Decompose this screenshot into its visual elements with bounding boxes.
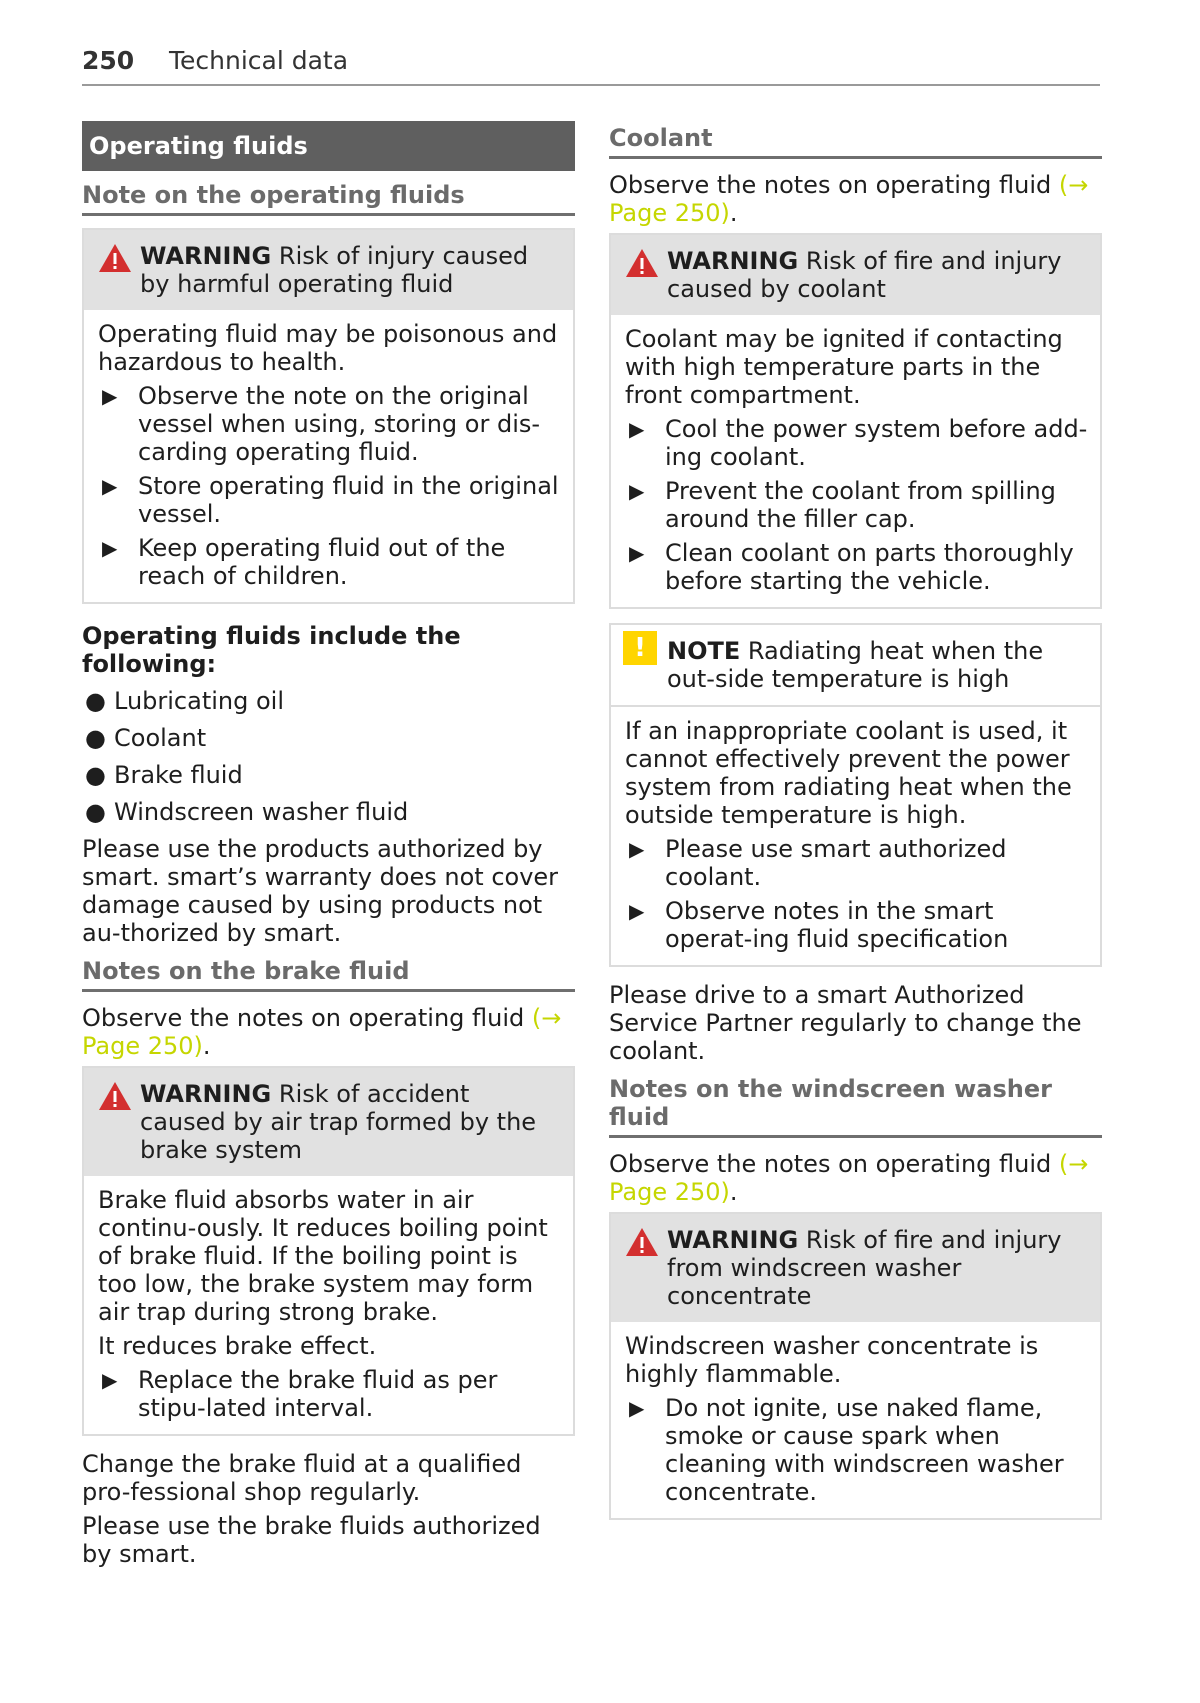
warning-intro: Coolant may be ignited if contacting with high temperature parts in the front compartment.: [625, 325, 1063, 409]
warning-header: [611, 1214, 1100, 1322]
warning-steps: [98, 382, 561, 590]
warning-keyword: WARNING: [667, 247, 799, 275]
step-arrow-icon: ▶: [102, 536, 118, 560]
page-cross-reference[interactable]: (→ Page 250): [82, 1004, 562, 1060]
note-operating-fluids-heading: Note on the operating fluids: [82, 181, 575, 216]
brake-authorized-paragraph: Please use the brake fluids authorized by smart.: [82, 1512, 541, 1568]
note-box-radiating-heat: [609, 623, 1102, 967]
section-title: Operating fluids: [82, 121, 575, 171]
list-item: ● Windscreen washer fluid: [85, 798, 409, 826]
page-cross-reference[interactable]: (→ Page 250): [609, 1150, 1089, 1206]
warning-box-washer: [609, 1212, 1102, 1520]
warning-title: Risk of fire and injury caused by coolant: [667, 247, 1062, 303]
step-arrow-icon: ▶: [629, 899, 645, 923]
list-item: ▶ Replace the brake fluid as per stipu-lated interval.: [102, 1366, 498, 1422]
warning-intro: Brake fluid absorbs water in air continu-ously. It reduces boiling point of brake fluid. If the boiling point is too low, the brake system may form air trap during strong brake.: [98, 1186, 548, 1326]
warning-header: [611, 235, 1100, 315]
list-item: ▶ Clean coolant on parts thoroughly before starting the vehicle.: [629, 539, 1074, 595]
warning-steps: [98, 1366, 561, 1422]
washer-fluid-heading: Notes on the windscreen washer fluid: [609, 1075, 1102, 1138]
washer-observe-paragraph: Observe the notes on operating fluid (→ Page 250).: [609, 1150, 1089, 1206]
page-cross-reference[interactable]: (→ Page 250): [609, 171, 1089, 227]
products-paragraph: Please use the products authorized by smart. smart’s warranty does not cover damage caused by using products not au-thorized by smart.: [82, 835, 559, 947]
note-exclamation-icon: !: [623, 631, 657, 665]
bullet-icon: ●: [85, 761, 106, 789]
coolant-heading: Coolant: [609, 124, 1102, 159]
warning-keyword: WARNING: [140, 1080, 272, 1108]
list-item: ▶ Observe the note on the original vessel when using, storing or dis-carding operating fluid.: [102, 382, 541, 466]
note-body: [611, 707, 1100, 965]
warning-header: [84, 1068, 573, 1176]
warning-triangle-icon: [625, 248, 659, 278]
warning-header: [84, 230, 573, 310]
warning-steps: [625, 415, 1088, 595]
note-keyword: NOTE: [667, 637, 741, 665]
list-item: ▶ Observe notes in the smart operat-ing fluid specification: [629, 897, 1009, 953]
fluids-include-lead: Operating fluids include the following:: [82, 622, 461, 678]
note-intro: If an inappropriate coolant is used, it cannot effectively prevent the power system from radiating heat when the outside temperature is high.: [625, 717, 1072, 829]
list-item: ▶ Cool the power system before add-ing coolant.: [629, 415, 1088, 471]
step-arrow-icon: ▶: [102, 474, 118, 498]
coolant-service-paragraph: Please drive to a smart Authorized Service Partner regularly to change the coolant.: [609, 981, 1082, 1065]
note-steps: [625, 835, 1088, 953]
warning-body: [611, 315, 1100, 607]
warning-triangle-icon: [98, 1081, 132, 1111]
warning-keyword: WARNING: [140, 242, 272, 270]
list-item: ● Lubricating oil: [85, 687, 285, 715]
warning-box-harmful-fluid: [82, 228, 575, 604]
warning-title: Risk of accident caused by air trap formed by the brake system: [140, 1080, 537, 1164]
warning-title: Risk of fire and injury from windscreen washer concentrate: [667, 1226, 1062, 1310]
warning-triangle-icon: [98, 243, 132, 273]
warning-steps: [625, 1394, 1088, 1506]
note-title: Radiating heat when the out-side temperature is high: [667, 637, 1044, 693]
warning-intro: Operating fluid may be poisonous and hazardous to health.: [98, 320, 558, 376]
list-item: ▶ Please use smart authorized coolant.: [629, 835, 1007, 891]
brake-observe-paragraph: Observe the notes on operating fluid (→ Page 250).: [82, 1004, 562, 1060]
right-column: [609, 124, 1102, 1534]
list-item: ▶ Do not ignite, use naked flame, smoke or cause spark when cleaning with windscreen washer concentrate.: [629, 1394, 1064, 1506]
step-arrow-icon: ▶: [629, 837, 645, 861]
warning-intro-2: It reduces brake effect.: [98, 1332, 377, 1360]
fluids-list: [82, 687, 575, 826]
page-number: 250: [82, 46, 135, 75]
bullet-icon: ●: [85, 798, 106, 826]
warning-body: [84, 310, 573, 602]
list-item: ● Brake fluid: [85, 761, 243, 789]
warning-intro: Windscreen washer concentrate is highly flammable.: [625, 1332, 1039, 1388]
coolant-observe-paragraph: Observe the notes on operating fluid (→ Page 250).: [609, 171, 1089, 227]
step-arrow-icon: ▶: [629, 417, 645, 441]
warning-title: Risk of injury caused by harmful operating fluid: [140, 242, 529, 298]
warning-body: [611, 1322, 1100, 1518]
warning-triangle-icon: [625, 1227, 659, 1257]
warning-body: [84, 1176, 573, 1434]
left-column: [82, 121, 575, 1574]
list-item: ● Coolant: [85, 724, 207, 752]
list-item: ▶ Store operating fluid in the original vessel.: [102, 472, 559, 528]
note-header: [611, 625, 1100, 707]
step-arrow-icon: ▶: [629, 479, 645, 503]
list-item: ▶ Prevent the coolant from spilling around the filler cap.: [629, 477, 1056, 533]
warning-box-coolant: [609, 233, 1102, 609]
bullet-icon: ●: [85, 724, 106, 752]
bullet-icon: ●: [85, 687, 106, 715]
list-item: ▶ Keep operating fluid out of the reach of children.: [102, 534, 506, 590]
step-arrow-icon: ▶: [629, 541, 645, 565]
step-arrow-icon: ▶: [102, 384, 118, 408]
brake-fluid-heading: Notes on the brake fluid: [82, 957, 575, 992]
page-header: [82, 44, 1100, 86]
warning-box-brake: [82, 1066, 575, 1436]
warning-keyword: WARNING: [667, 1226, 799, 1254]
step-arrow-icon: ▶: [629, 1396, 645, 1420]
brake-change-paragraph: Change the brake fluid at a qualified pro-fessional shop regularly.: [82, 1450, 522, 1506]
step-arrow-icon: ▶: [102, 1368, 118, 1392]
chapter-title: Technical data: [169, 46, 349, 75]
